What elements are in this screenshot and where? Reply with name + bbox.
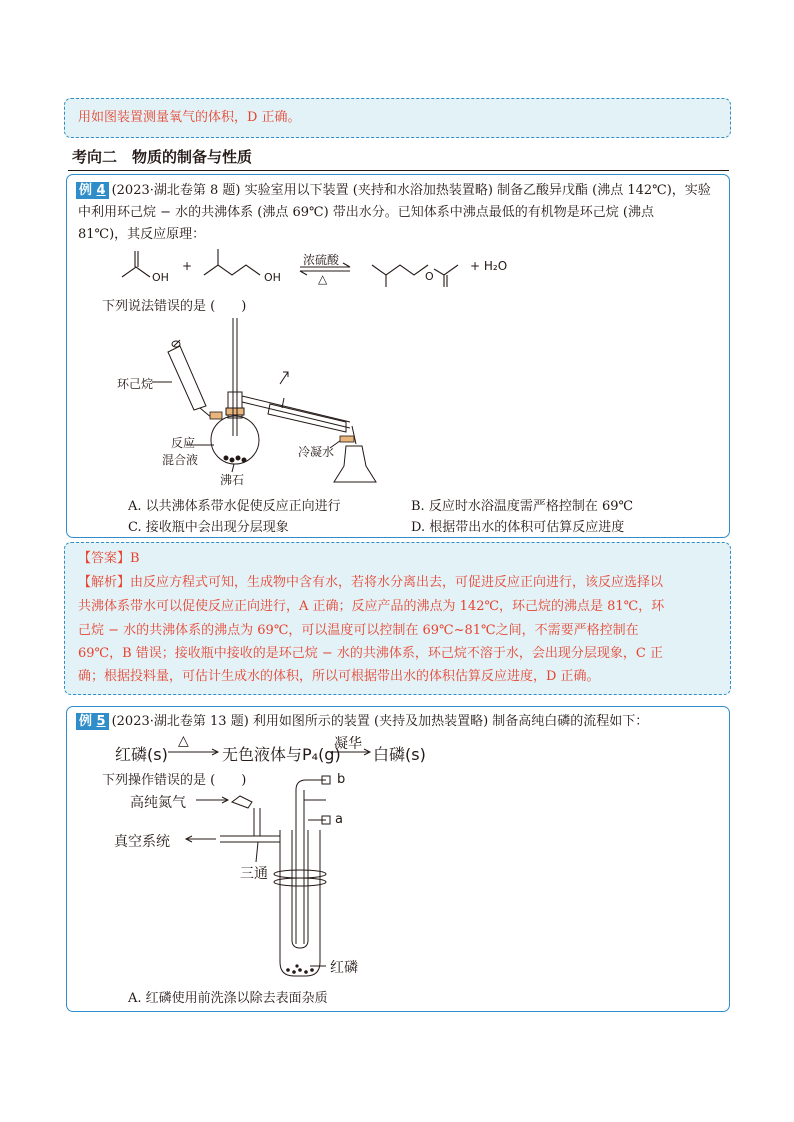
section-heading: 考向二 物质的制备与性质 bbox=[72, 148, 253, 166]
example4-line2: 中利用环己烷 − 水的共沸体系 (沸点 69℃) 带出水分。已知体系中沸点最低的有机物是环己烷 (沸点 bbox=[78, 205, 654, 220]
label-boiling-stone: 沸石 bbox=[220, 473, 245, 487]
flow-start: 红磷(s) bbox=[115, 745, 168, 764]
reaction-ester-o: O bbox=[425, 270, 434, 283]
example4-question: 下列说法错误的是 ( ) bbox=[102, 299, 247, 314]
top-note-text: 用如图装置测量氧气的体积，D 正确。 bbox=[78, 110, 301, 125]
reaction-oh2: OH bbox=[264, 271, 281, 284]
example4-line1: 例 4 (2023·湖北卷第 8 题) 实验室用以下装置 (夹持和水浴加热装置略) 制备乙酸异戊酯 (沸点 142℃)，实验 bbox=[76, 180, 711, 201]
reaction-oh1: OH bbox=[152, 271, 169, 284]
example4-line3: 81℃)，其反应原理： bbox=[78, 227, 206, 242]
example-tag: 例 4 bbox=[76, 182, 109, 199]
reaction-heat: △ bbox=[318, 272, 328, 286]
label-mixture-line1: 反应 bbox=[171, 436, 196, 450]
flow-middle: 无色液体与P₄(g) bbox=[222, 745, 341, 764]
option-a: A. 以共沸体系带水促使反应正向进行 bbox=[128, 499, 341, 514]
option-c: C. 接收瓶中会出现分层现象 bbox=[128, 520, 289, 535]
example-tag: 例 5 bbox=[76, 713, 109, 730]
label-three-way: 三通 bbox=[240, 866, 268, 882]
option-b: B. 反应时水浴温度需严格控制在 69℃ bbox=[411, 499, 634, 514]
answer4-analysis-line1: 【解析】由反应方程式可知，生成物中含有水，若将水分离出去，可促进反应正向进行，该反应选择以 bbox=[78, 575, 664, 590]
flow-arrow1-label: △ bbox=[178, 733, 189, 749]
answer4-analysis-line5: 确；根据投料量，可估计生成水的体积，所以可根据带出水的体积估算反应进度，D 正确。 bbox=[78, 669, 600, 684]
answer4-answer: 【答案】B bbox=[78, 551, 140, 566]
label-nitrogen: 高纯氮气 bbox=[130, 795, 186, 811]
answer4-analysis-line4: 69℃，B 错误；接收瓶中接收的是环己烷 − 水的共沸体系，环己烷不溶于水，会出现分层现象，C 正 bbox=[78, 646, 664, 661]
label-port-b: b bbox=[337, 772, 346, 787]
answer4-analysis-line2: 共沸体系带水可以促使反应正向进行，A 正确；反应产品的沸点为 142℃，环己烷的沸点是 81℃，环 bbox=[78, 599, 665, 614]
answer4-analysis-line3: 己烷 − 水的共沸体系的沸点为 69℃，可以温度可以控制在 69℃~81℃之间，不需要严格控制在 bbox=[78, 623, 639, 638]
label-red-phosphorus: 红磷 bbox=[330, 960, 358, 976]
reaction-product-tail: + H₂O bbox=[470, 259, 508, 273]
label-port-a: a bbox=[335, 812, 343, 827]
flow-end: 白磷(s) bbox=[373, 745, 426, 764]
example5-option-a: A. 红磷使用前洗涤以除去表面杂质 bbox=[128, 991, 328, 1006]
label-mixture-line2: 混合液 bbox=[162, 453, 199, 467]
reaction-catalyst: 浓硫酸 bbox=[303, 253, 340, 267]
reaction-plus: + bbox=[182, 259, 193, 273]
flow-arrow2-label: 凝华 bbox=[334, 736, 362, 752]
label-cyclohexane: 环己烷 bbox=[117, 377, 154, 391]
label-cooling-water: 冷凝水 bbox=[298, 445, 335, 459]
label-vacuum: 真空系统 bbox=[114, 834, 170, 850]
option-d: D. 根据带出水的体积可估算反应进度 bbox=[411, 520, 625, 535]
example5-question: 下列操作错误的是 ( ) bbox=[102, 773, 247, 788]
example5-line1: 例 5 (2023·湖北卷第 13 题) 利用如图所示的装置 (夹持及加热装置略) 制备高纯白磷的流程如下： bbox=[76, 711, 648, 732]
